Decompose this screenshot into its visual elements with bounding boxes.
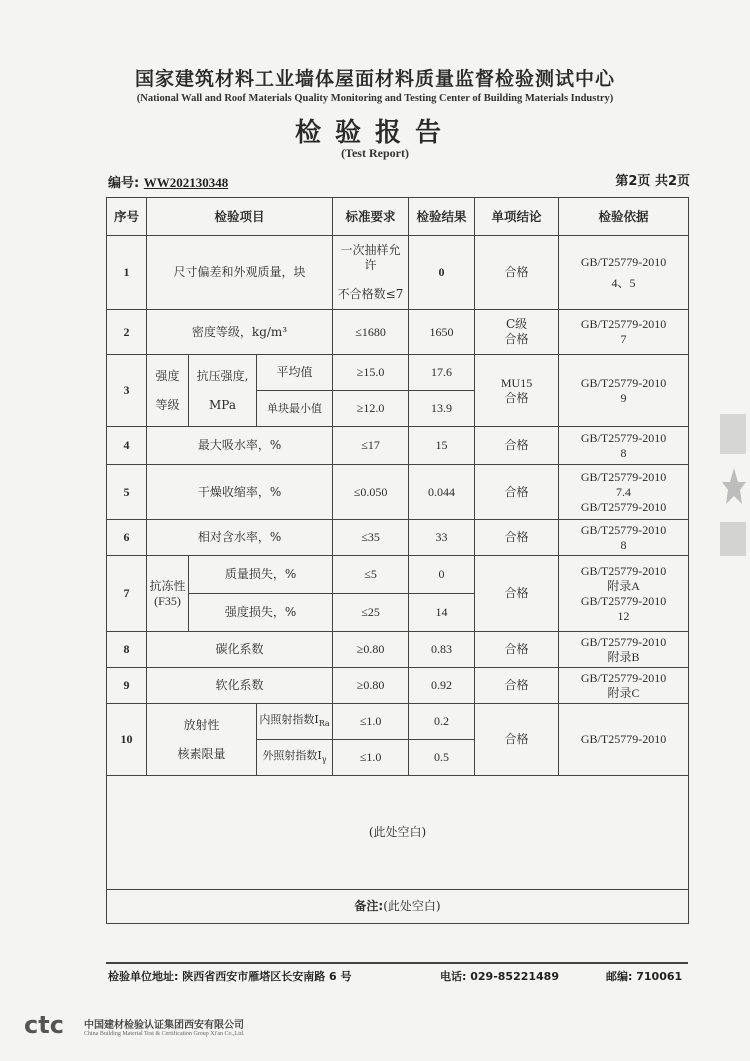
result: 0.5 [409,740,475,776]
lab-postcode: 邮编: 710061 [606,970,683,983]
table-header-row [107,198,689,236]
ctc-logo-text: ctc [24,1012,64,1038]
requirement: ≥0.80 [333,632,409,668]
requirement: ≤1680 [333,310,409,355]
result: 0.2 [409,704,475,740]
test-basis: GB/T25779-2010 [559,704,689,776]
result: 0.92 [409,668,475,704]
remark-row [107,890,689,924]
lab-phone: 电话: 029-85221489 [440,970,559,983]
org-name-en: (National Wall and Roof Materials Quality Monitoring and Testing Center of Building Materials Industry) [136,93,614,104]
requirement: ≤35 [333,520,409,556]
test-basis: GB/T25779-2010 附录C [559,668,689,704]
test-item: 软化系数 [147,668,333,704]
conclusion: 合格 [475,556,559,632]
test-group: 强度 等级 [147,355,189,427]
test-basis: GB/T25779-2010 7 [559,310,689,355]
result: 33 [409,520,475,556]
header-cell: 单项结论 [475,198,559,236]
result: 0 [409,236,475,310]
row-number: 1 [107,236,147,310]
row-number: 2 [107,310,147,355]
test-item: 外照射指数$I_\gamma$ [257,740,333,776]
table-row [107,704,689,740]
report-number-label: 编号: [108,176,140,191]
row-number: 3 [107,355,147,427]
conclusion: 合格 [475,427,559,465]
test-item: 碳化系数 [147,632,333,668]
row-number: 4 [107,427,147,465]
lab-address: 检验单位地址: 陕西省西安市雁塔区长安南路 6 号 [108,970,352,983]
report-title-en: (Test Report) [341,146,409,160]
blank-note: (此处空白) [107,776,689,890]
test-item: 最大吸水率，% [147,427,333,465]
table-row [107,520,689,556]
test-group: 放射性 核素限量 [147,704,257,776]
test-subgroup: 抗压强度, MPa [189,355,257,427]
row-number: 10 [107,704,147,776]
requirement: 一次抽样允许 不合格数≤7 [333,236,409,310]
conclusion: 合格 [475,236,559,310]
result: 0 [409,556,475,594]
table-row [107,427,689,465]
test-basis: GB/T25779-2010 9 [559,355,689,427]
test-basis: GB/T25779-2010 8 [559,520,689,556]
test-item: 密度等级，kg/m³ [147,310,333,355]
requirement: ≤0.050 [333,465,409,520]
header-cell: 标准要求 [333,198,409,236]
result: 14 [409,594,475,632]
requirement: ≤17 [333,427,409,465]
result: 0.83 [409,632,475,668]
requirement: ≥0.80 [333,668,409,704]
remark-text: (此处空白) [383,899,441,913]
org-name-cn: 国家建筑材料工业墙体屋面材料质量监督检验测试中心 [134,68,615,90]
test-basis: GB/T25779-2010 附录B [559,632,689,668]
test-group: 抗冻性 (F35) [147,556,189,632]
paging-seal [718,410,746,560]
test-item: 干燥收缩率，% [147,465,333,520]
conclusion: 合格 [475,520,559,556]
test-item: 强度损失，% [189,594,333,632]
header-cell: 序号 [107,198,147,236]
test-item: 质量损失，% [189,556,333,594]
conclusion: 合格 [475,632,559,668]
page-number: 第2页 共2页 [615,174,690,189]
result: 15 [409,427,475,465]
row-number: 5 [107,465,147,520]
conclusion: 合格 [475,465,559,520]
conclusion: MU15 合格 [475,355,559,427]
requirement: ≥12.0 [333,391,409,427]
report-number [108,172,228,191]
table-row [107,355,689,391]
conclusion: 合格 [475,668,559,704]
ctc-logo [22,1012,78,1038]
table-row [107,465,689,520]
result: 0.044 [409,465,475,520]
test-item: 尺寸偏差和外观质量，块 [147,236,333,310]
row-number: 7 [107,556,147,632]
requirement: ≤1.0 [333,740,409,776]
org-name-footer-en: China Building Material Test & Certification Group Xi'an Co.,Ltd. [84,1031,245,1037]
org-name-footer-cn: 中国建材检验认证集团西安有限公司 [84,1020,244,1031]
header-cell: 检验项目 [147,198,333,236]
test-item: 相对含水率，% [147,520,333,556]
test-basis: GB/T25779-2010 4、5 [559,236,689,310]
table-row [107,310,689,355]
header-cell: 检验结果 [409,198,475,236]
footer-divider [106,962,688,964]
test-basis: GB/T25779-2010 8 [559,427,689,465]
test-item: 平均值 [257,355,333,391]
result: 17.6 [409,355,475,391]
table-row [107,632,689,668]
row-number: 6 [107,520,147,556]
requirement: ≤5 [333,556,409,594]
remark-label: 备注: [354,899,384,913]
header-cell: 检验依据 [559,198,689,236]
table-row [107,668,689,704]
test-item: 单块最小值 [257,391,333,427]
test-basis: GB/T25779-2010 7.4 GB/T25779-2010 [559,465,689,520]
remark [107,890,689,924]
test-results-table [106,197,689,924]
result: 13.9 [409,391,475,427]
requirement: ≤25 [333,594,409,632]
conclusion: C级 合格 [475,310,559,355]
requirement: ≤1.0 [333,704,409,740]
table-row [107,556,689,594]
requirement: ≥15.0 [333,355,409,391]
test-basis: GB/T25779-2010 附录A GB/T25779-2010 12 [559,556,689,632]
report-number-value: WW202130348 [143,175,229,190]
blank-area-row [107,776,689,890]
report-title: 检验报告 [294,118,455,148]
table-row [107,236,689,310]
row-number: 9 [107,668,147,704]
row-number: 8 [107,632,147,668]
result: 1650 [409,310,475,355]
test-item: 内照射指数$I_{Ra}$ [257,704,333,740]
conclusion: 合格 [475,704,559,776]
